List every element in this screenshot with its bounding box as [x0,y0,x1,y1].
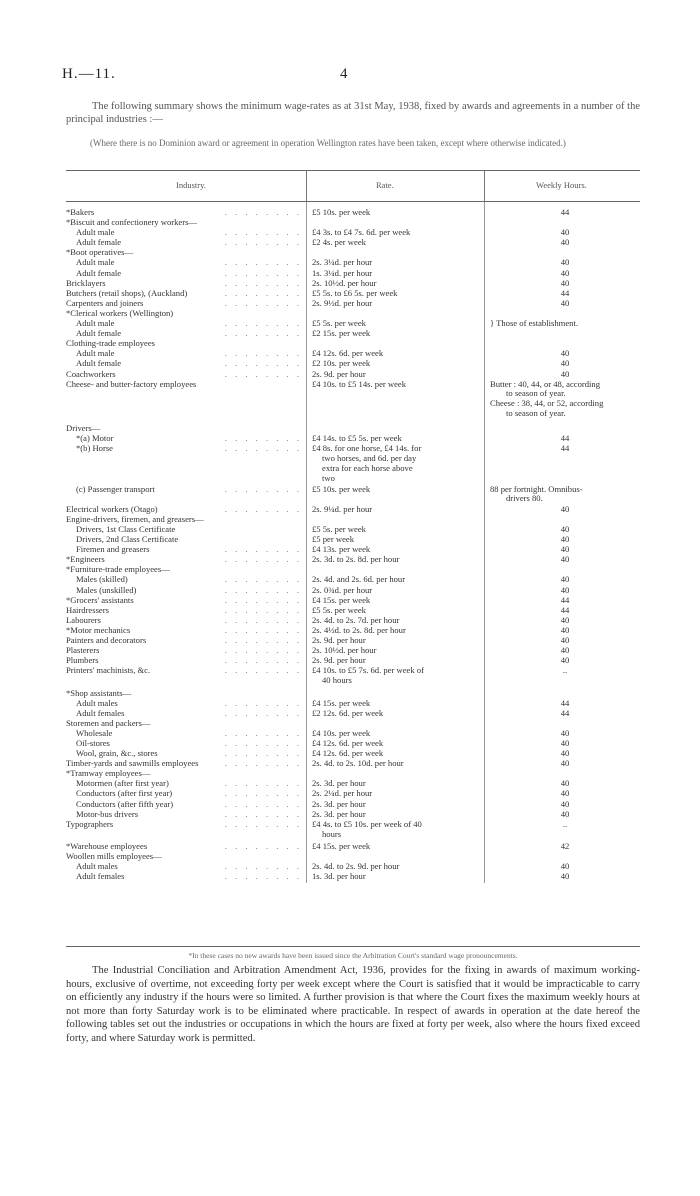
table-row [66,359,640,369]
industry-cell: Adult male [76,319,115,329]
leader-dots: . . . . . . . . [224,708,302,718]
industry-cell: Butchers (retail shops), (Auckland) [66,288,188,298]
rate-line: £5 per week [312,534,354,545]
hours-line: 40 [560,348,570,359]
hours-line: 40 [560,798,570,809]
leader-dots: . . . . . . . . [224,841,302,851]
rate-line: 2s. 9d. per hour [312,635,366,646]
hours-line: 40 [560,584,570,595]
leader-dots: . . . . . . . . [224,278,302,288]
industry-cell: Adult males [76,698,118,708]
table-row [66,759,640,769]
hours-cell [490,759,640,769]
rate-line: £5 10s. per week [312,207,371,217]
table-row [66,238,640,248]
industry-cell: Males (skilled) [76,575,128,585]
leader-dots: . . . . . . . . [224,228,302,238]
industry-cell: Adult female [76,359,122,369]
hours-line: 44 [560,604,570,615]
rate-line: £4 12s. 6d. per week [312,737,384,748]
hours-cell [490,299,640,309]
hours-line: 44 [560,443,570,454]
rate-cell [312,842,472,852]
hours-line: 40 [560,277,570,288]
leader-dots: . . . . . . . . [224,268,302,278]
rate-line: 2s. 9d. per hour [312,368,366,379]
industry-cell: Wool, grain, &c., stores [76,749,158,759]
rate-line: 2s. 4d. to 2s. 10d. per hour [312,758,404,769]
rate-line: £5 5s. per week [312,318,366,329]
hours-cell [490,444,640,454]
hours-line: 40 [560,778,570,789]
hours-line: 44 [560,287,570,298]
leader-dots: . . . . . . . . [224,434,302,444]
leader-dots: . . . . . . . . [224,749,302,759]
hours-line: 40 [560,267,570,278]
hours-cell [490,279,640,289]
leader-dots: . . . . . . . . [224,288,302,298]
hours-line: Butter : 40, 44, or 48, according [490,378,601,389]
rate-cell [312,359,472,369]
hours-cell [490,575,640,585]
table-note: (Where there is no Dominion award or agreement in operation Wellington rates have been taken, except where otherwise indicated.) [90,138,566,148]
hours-line: 40 [560,574,570,585]
hours-line: 40 [560,727,570,738]
rate-line: £4 3s. to £4 7s. 6d. per week [312,227,411,238]
rate-cell [312,380,472,390]
industry-cell: Carpenters and joiners [66,298,144,308]
rate-cell [312,709,472,719]
rate-line: £2 4s. per week [312,237,366,248]
rate-cell [312,810,472,820]
leader-dots: . . . . . . . . [224,615,302,625]
leader-dots: . . . . . . . . [224,779,302,789]
leader-dots: . . . . . . . . [224,444,302,454]
industry-cell: Adult females [76,872,125,882]
hours-cell [490,596,640,606]
industry-cell: Coachworkers [66,369,116,379]
rate-line: 2s. 3d. per hour [312,778,366,789]
hours-line: 40 [560,871,570,882]
hours-line: 40 [560,554,570,565]
hours-line: 44 [560,707,570,718]
industry-cell: Motormen (after first year) [76,779,169,789]
rate-line: 2s. 9¼d. per hour [312,503,373,514]
industry-cell: Motor-bus drivers [76,809,139,819]
leader-dots: . . . . . . . . [224,605,302,615]
hours-cell [490,789,640,799]
rate-line: £5 10s. per week [312,483,371,494]
leader-dots: . . . . . . . . [224,789,302,799]
hours-cell [490,800,640,810]
industry-cell: Engine-drivers, firemen, and greasers— [66,514,204,524]
footnote: *In these cases no new awards have been issued since the Arbitration Court's standard wage pronouncements. [66,946,640,960]
rate-line: £4 12s. 6d. per week [312,348,384,359]
rate-cell [312,299,472,309]
hours-line: to season of year. [506,388,566,399]
rate-cell [312,444,472,483]
rate-line: two horses, and 6d. per day [322,453,417,464]
rate-line: £4 13s. per week [312,544,371,555]
industry-cell: Adult female [76,268,122,278]
hours-line: 40 [560,788,570,799]
leader-dots: . . . . . . . . [224,819,302,829]
hours-line: drivers 80. [506,493,543,504]
hours-line: to season of year. [506,407,566,418]
rate-cell [312,505,472,515]
leader-dots: . . . . . . . . [224,298,302,308]
hours-line: 40 [560,534,570,545]
industry-cell: *Grocers' assistants [66,595,134,605]
column-divider [306,171,307,201]
industry-cell: *(b) Horse [76,444,113,454]
leader-dots: . . . . . . . . [224,656,302,666]
hours-line: 40 [560,523,570,534]
rate-cell [312,872,472,882]
rate-cell [312,699,472,709]
rate-line: 40 hours [322,675,352,686]
rate-cell [312,596,472,606]
hours-cell [490,485,640,505]
industry-cell: *(a) Motor [76,434,114,444]
hours-cell [490,810,640,820]
rate-line: 2s. 4d. to 2s. 7d. per hour [312,614,400,625]
rate-line: hours [322,828,342,839]
rate-cell [312,329,472,339]
hours-line: 40 [560,368,570,379]
leader-dots: . . . . . . . . [224,809,302,819]
industry-cell: Wholesale [76,728,113,738]
industry-cell: Woollen mills employees— [66,852,162,862]
industry-cell: Males (unskilled) [76,585,137,595]
hours-line: 42 [560,840,570,851]
industry-cell: Adult male [76,349,115,359]
rate-cell [312,575,472,585]
header-industry: Industry. [176,180,206,190]
rate-line: £4 10s. to £5 7s. 6d. per week of [312,665,424,676]
industry-cell: Timber-yards and sawmills employees [66,759,199,769]
hours-cell [490,842,640,852]
hours-line: 88 per fortnight. Omnibus- [490,483,583,494]
leader-dots: . . . . . . . . [224,545,302,555]
rate-line: 2s. 9½d. per hour [312,297,373,308]
hours-cell [490,666,640,676]
rate-line: £5 5s. to £6 5s. per week [312,287,398,298]
leader-dots: . . . . . . . . [224,625,302,635]
hours-cell [490,872,640,882]
industry-cell: Clothing-trade employees [66,339,156,349]
rate-line: £5 5s. per week [312,604,366,615]
rate-cell [312,279,472,289]
hours-cell [490,505,640,515]
hours-line: 40 [560,544,570,555]
column-divider [484,202,485,883]
intro-paragraph: The following summary shows the minimum wage-rates as at 31st May, 1938, fixed by awards and agreements in a number of the principal industries :— [66,101,640,125]
industry-cell: *Engineers [66,555,105,565]
hours-cell [490,555,640,565]
leader-dots: . . . . . . . . [224,349,302,359]
hours-cell [490,359,640,369]
industry-cell: Oil-stores [76,738,110,748]
table-row [66,380,640,424]
column-divider [306,202,307,883]
hours-cell [490,370,640,380]
leader-dots: . . . . . . . . [224,319,302,329]
rate-line: 1s. 3d. per hour [312,871,366,882]
leader-dots: . . . . . . . . [224,666,302,676]
industry-cell: Printers' machinists, &c. [66,666,151,676]
rate-line: £4 15s. per week [312,697,371,708]
rate-line: 2s. 9d. per hour [312,655,366,666]
hours-line: .. [562,665,568,676]
hours-line: 40 [560,297,570,308]
industry-cell: Hairdressers [66,605,109,615]
hours-line: 40 [560,614,570,625]
industry-cell: (c) Passenger transport [76,484,155,494]
rate-line: £4 15s. per week [312,840,371,851]
industry-cell: Drivers, 2nd Class Certificate [76,535,179,545]
industry-cell: *Biscuit and confectionery workers— [66,218,198,228]
rate-cell [312,759,472,769]
rate-line: 2s. 2¼d. per hour [312,788,373,799]
leader-dots: . . . . . . . . [224,238,302,248]
leader-dots: . . . . . . . . [224,258,302,268]
header-weekly-hours: Weekly Hours. [536,180,587,190]
leader-dots: . . . . . . . . [224,738,302,748]
page-number: 4 [340,66,348,82]
industry-cell: Storemen and packers— [66,718,151,728]
hours-line: Cheese : 38, 44, or 52, according [490,398,604,409]
leader-dots: . . . . . . . . [224,799,302,809]
rate-line: 2s. 3d. to 2s. 8d. per hour [312,554,400,565]
hours-cell [490,238,640,248]
rate-cell [312,208,472,218]
table-row [66,842,640,852]
table-header [66,170,640,202]
rate-line: £2 15s. per week [312,328,371,339]
hours-line: 44 [560,207,570,217]
leader-dots: . . . . . . . . [224,698,302,708]
hours-line: 40 [560,503,570,514]
rate-line: £5 5s. per week [312,523,366,534]
hours-line: .. [562,818,568,829]
hours-cell [490,258,640,268]
rate-line: extra for each horse above [322,462,413,473]
industry-cell: *Shop assistants— [66,688,132,698]
leader-dots: . . . . . . . . [224,595,302,605]
hours-line: 40 [560,227,570,238]
rate-line: £4 4s. to £5 10s. per week of 40 [312,818,422,829]
leader-dots: . . . . . . . . [224,585,302,595]
leader-dots: . . . . . . . . [224,728,302,738]
industry-cell: *Clerical workers (Wellington) [66,308,174,318]
hours-line: 40 [560,358,570,369]
hours-cell [490,269,640,279]
industry-cell: Drivers, 1st Class Certificate [76,524,176,534]
rate-line: £2 10s. per week [312,358,371,369]
rate-cell [312,666,472,686]
rate-cell [312,586,472,596]
leader-dots: . . . . . . . . [224,575,302,585]
table-row [66,872,640,882]
industry-cell: *Bakers [66,208,95,217]
leader-dots: . . . . . . . . [224,359,302,369]
closing-paragraph: The Industrial Conciliation and Arbitration Amendment Act, 1936, provides for the fixing in awards of maximum working-hours, exclusive of overtime, not exceeding forty per week except where the Court is satisfied that it would be impracticable to carry on efficiently any industry if the hours were so limited. A further provision is that where the Court fixes the maximum weekly hours at not more than forty Saturday work is to be eliminated where practicable. In respect of awards in operation at the date hereof the following tables set out the industries or occupations in which the hours are fixed at forty per week, also where the hours fixed exceed forty, and where Saturday work is permitted. [66,965,640,1044]
column-divider [484,171,485,201]
hours-line: 40 [560,655,570,666]
industry-cell: Conductors (after first year) [76,789,173,799]
industry-cell: Cheese- and butter-factory employees [66,379,197,389]
rate-line: 2s. 3¼d. per hour [312,257,373,268]
hours-cell [490,709,640,719]
table-row [66,299,640,309]
hours-line: 40 [560,861,570,872]
industry-cell: Adult male [76,228,115,238]
hours-line: 40 [560,758,570,769]
table-row [66,666,640,688]
table-row [66,505,640,515]
table-row [66,329,640,339]
rate-line: 2s. 4½d. to 2s. 8d. per hour [312,624,406,635]
leader-dots: . . . . . . . . [224,484,302,494]
rate-line: £4 12s. 6d. per week [312,748,384,759]
rate-cell [312,258,472,268]
hours-line: 40 [560,257,570,268]
rate-cell [312,269,472,279]
hours-cell [490,586,640,596]
industry-cell: Conductors (after fifth year) [76,799,174,809]
rate-line: £4 10s. to £5 14s. per week [312,378,407,389]
rate-cell [312,370,472,380]
rate-line: 2s. 3d. per hour [312,798,366,809]
rate-line: £2 12s. 6d. per week [312,707,384,718]
industry-cell: Adult female [76,329,122,339]
rate-line: 2s. 3d. per hour [312,808,366,819]
leader-dots: . . . . . . . . [224,759,302,769]
hours-cell [490,319,640,329]
hours-line: 40 [560,237,570,248]
industry-cell: Bricklayers [66,278,106,288]
rate-line: £4 15s. per week [312,594,371,605]
hours-cell [490,699,640,709]
rate-cell [312,800,472,810]
header-rate: Rate. [376,180,394,190]
hours-line: 40 [560,808,570,819]
hours-line: 40 [560,635,570,646]
leader-dots: . . . . . . . . [224,862,302,872]
industry-cell: Typographers [66,819,114,829]
rate-line: 2s. 10½d. per hour [312,645,377,656]
hours-line: 40 [560,624,570,635]
table-row [66,444,640,484]
table-row [66,485,640,505]
leader-dots: . . . . . . . . [224,646,302,656]
leader-dots: . . . . . . . . [224,329,302,339]
rate-cell [312,789,472,799]
rate-line: £4 8s. for one horse, £4 14s. for [312,443,422,454]
industry-cell: *Boot operatives— [66,248,134,258]
industry-cell: *Motor mechanics [66,625,131,635]
industry-cell: Adult females [76,708,125,718]
rate-cell [312,555,472,565]
hours-cell [490,208,640,218]
hours-line: 40 [560,748,570,759]
table-row [66,709,640,719]
rate-cell [312,820,472,840]
hours-cell [490,380,640,419]
leader-dots: . . . . . . . . [224,504,302,514]
hours-line: 40 [560,737,570,748]
rate-line: 2s. 10½d. per hour [312,277,377,288]
rate-line: 2s. 4d. to 2s. 9d. per hour [312,861,400,872]
table-row [66,208,640,218]
rate-line: £4 14s. to £5 5s. per week [312,433,402,444]
hours-line: 44 [560,433,570,444]
table-body [66,202,640,882]
leader-dots: . . . . . . . . [224,208,302,217]
industry-cell: Plumbers [66,656,99,666]
industry-cell: Plasterers [66,646,100,656]
industry-cell: Labourers [66,615,101,625]
rate-line: 2s. 0¾d. per hour [312,584,373,595]
rate-cell [312,485,472,495]
rate-line: 2s. 4d. and 2s. 6d. per hour [312,574,406,585]
hours-cell [490,820,640,830]
industry-cell: Electrical workers (Otago) [66,504,158,514]
table-row [66,555,640,565]
industry-cell: Firemen and greasers [76,545,150,555]
leader-dots: . . . . . . . . [224,636,302,646]
hours-line: 44 [560,594,570,605]
rate-line: £4 10s. per week [312,727,371,738]
hours-line: 44 [560,697,570,708]
rate-line: two [322,472,335,483]
industry-cell: Painters and decorators [66,636,147,646]
leader-dots: . . . . . . . . [224,872,302,882]
industry-cell: Drivers— [66,424,101,434]
rate-cell [312,238,472,248]
industry-cell: Adult female [76,238,122,248]
hours-line: } Those of establishment. [490,318,578,329]
industry-cell: Adult males [76,862,118,872]
industry-cell: *Furniture-trade employees— [66,565,170,575]
table-row [66,820,640,842]
leader-dots: . . . . . . . . [224,369,302,379]
industry-cell: *Tramway employees— [66,769,151,779]
industry-cell: Adult male [76,258,115,268]
industry-cell: *Warehouse employees [66,841,148,851]
hours-line: 40 [560,645,570,656]
wage-rates-table [66,170,640,882]
document-reference: H.—11. [62,66,116,82]
leader-dots: . . . . . . . . [224,555,302,565]
rate-line: 1s. 3¼d. per hour [312,267,373,278]
